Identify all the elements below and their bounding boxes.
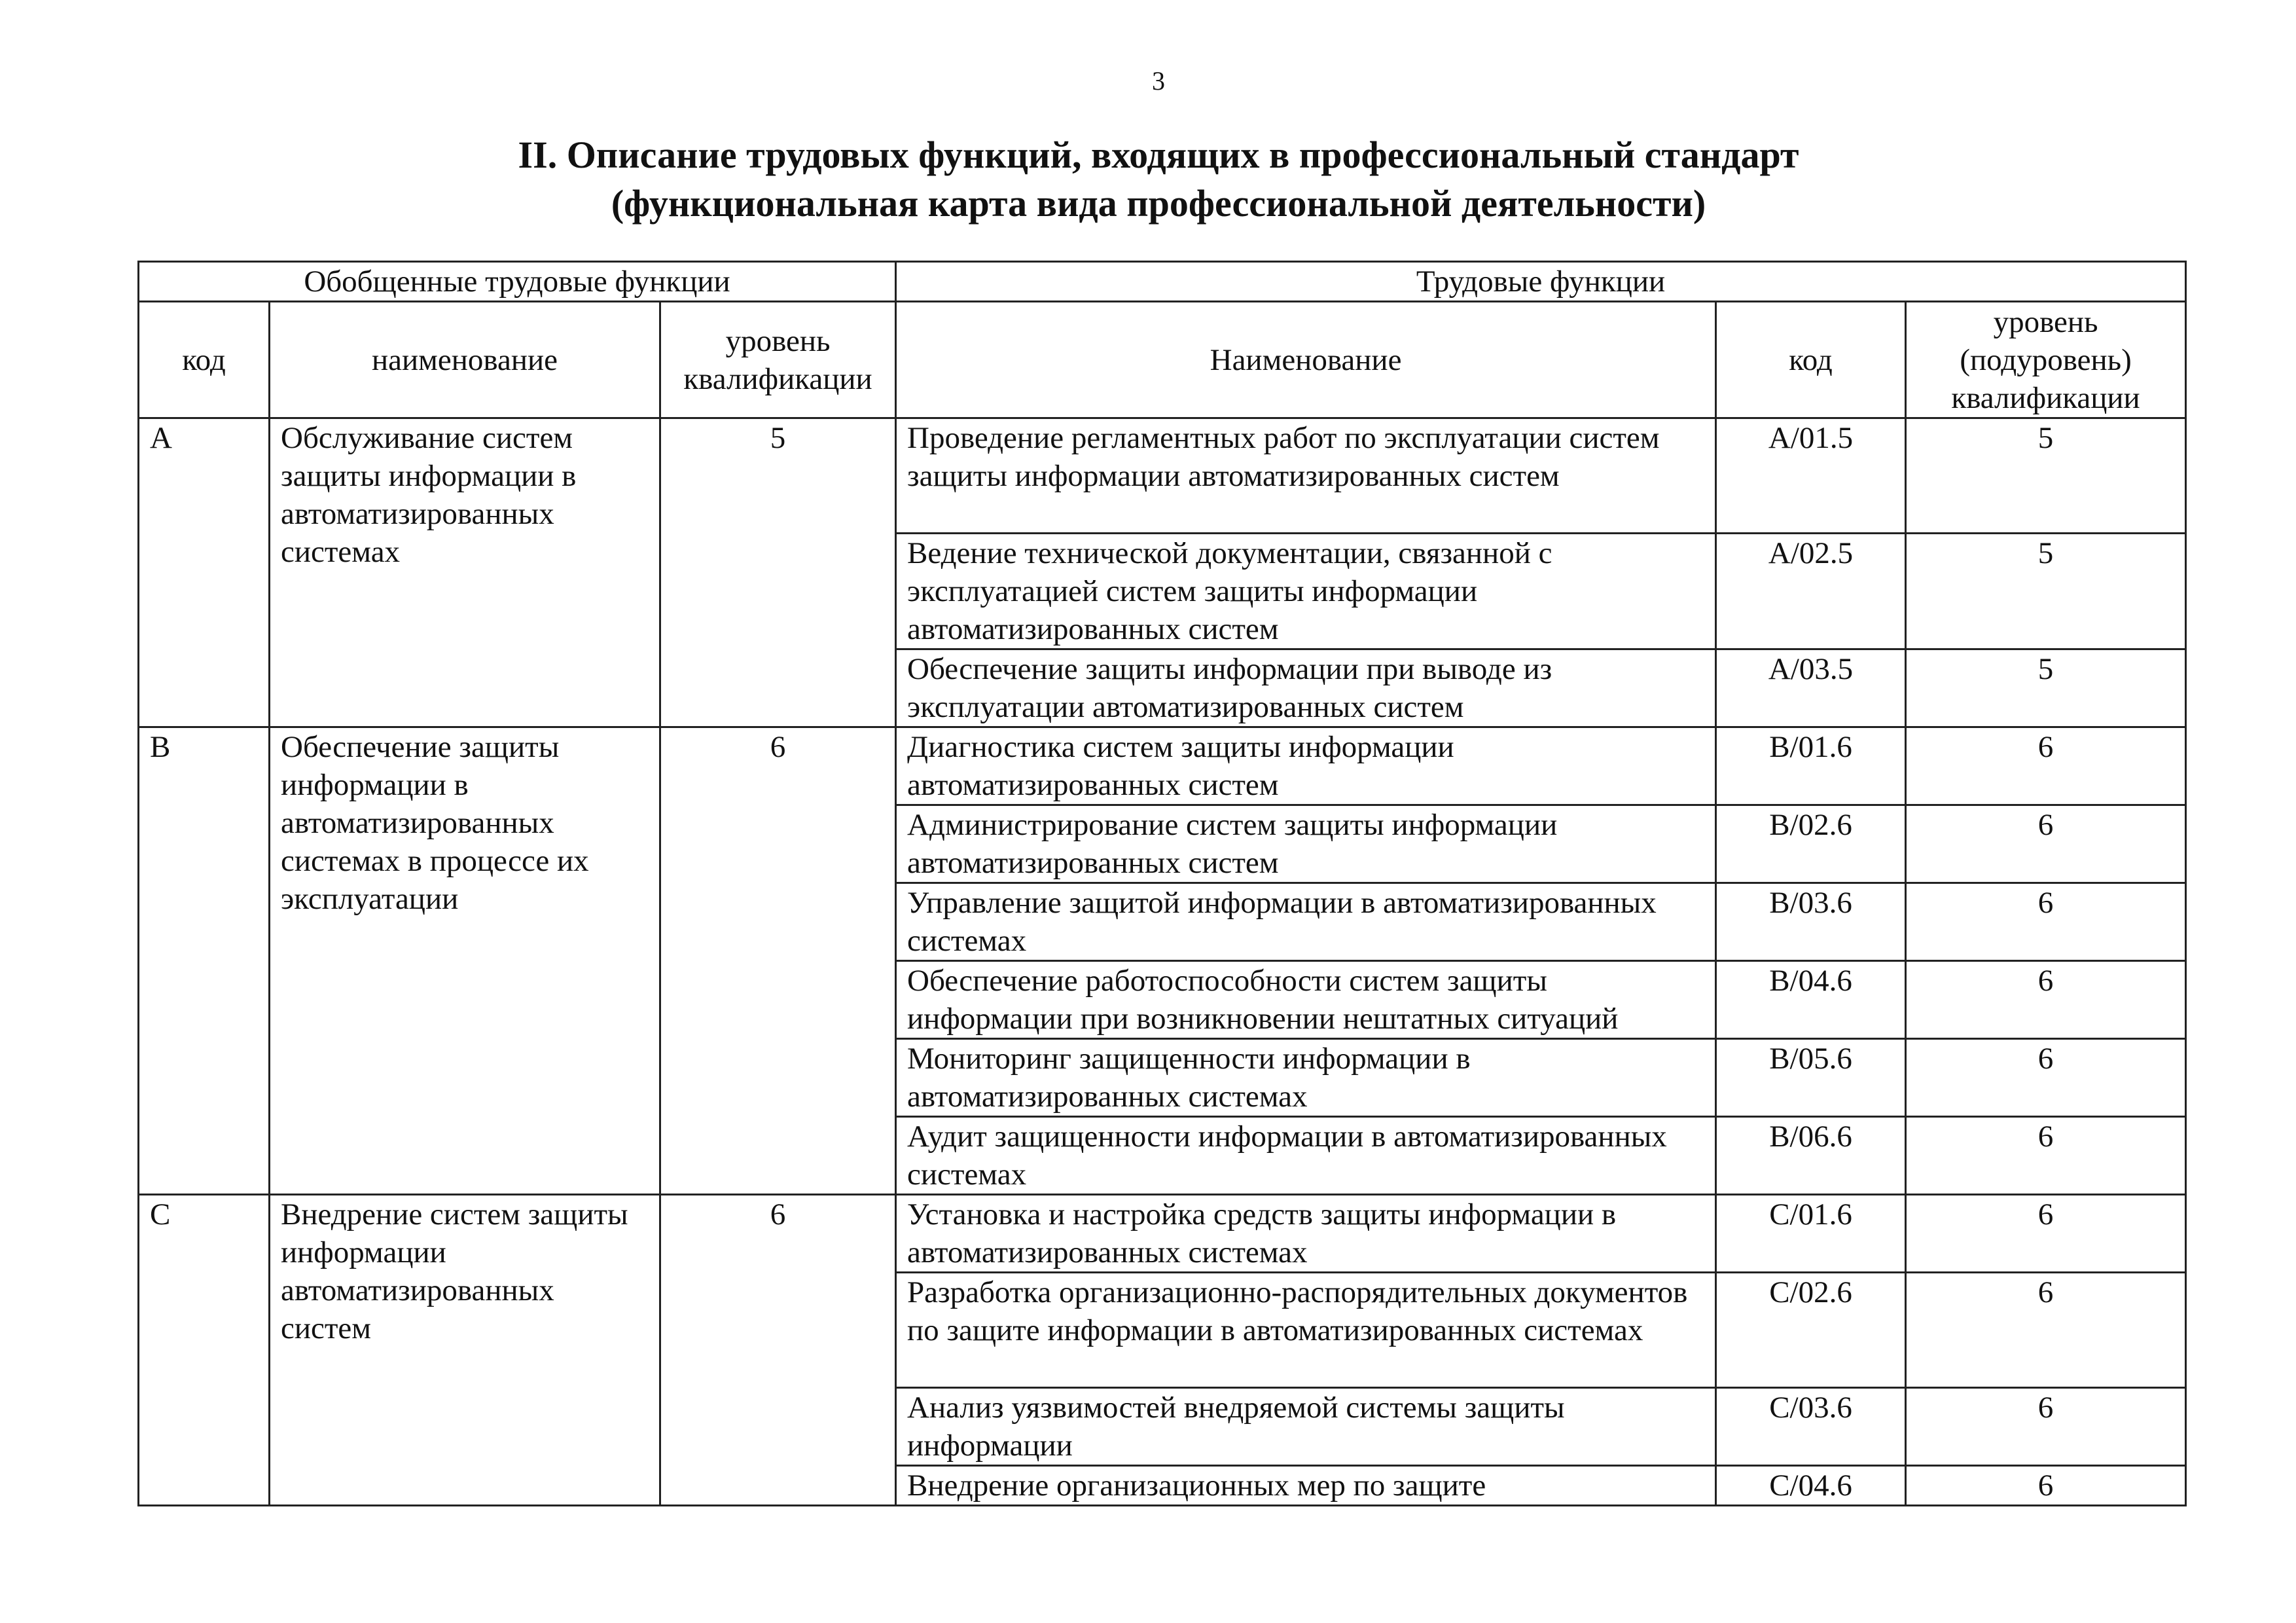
function-code: B/01.6	[1716, 727, 1906, 805]
generalized-functions-header: Обобщенные трудовые функции	[139, 262, 896, 302]
function-code: C/01.6	[1716, 1195, 1906, 1273]
group-level: 5	[660, 418, 896, 727]
function-code: A/02.5	[1716, 534, 1906, 649]
col-header-name: наименование	[270, 302, 660, 418]
col-header-tf-code: код	[1716, 302, 1906, 418]
function-level: 6	[1906, 1388, 2186, 1466]
function-name: Аудит защищенности информации в автоматизированных системах	[896, 1117, 1716, 1195]
function-code: A/03.5	[1716, 649, 1906, 727]
page-title	[0, 131, 2296, 228]
group-name: Обеспечение защиты информации в автоматизированных системах в процессе их эксплуатации	[270, 727, 660, 1195]
labor-functions-header: Трудовые функции	[896, 262, 2186, 302]
page-title-line-1: II. Описание трудовых функций, входящих в профессиональный стандарт	[518, 134, 1799, 176]
group-level: 6	[660, 727, 896, 1195]
function-level: 6	[1906, 883, 2186, 961]
function-level: 6	[1906, 1117, 2186, 1195]
function-code: B/04.6	[1716, 961, 1906, 1039]
function-name: Разработка организационно-распорядительных документов по защите информации в автоматизированных системах	[896, 1273, 1716, 1388]
function-name: Внедрение организационных мер по защите	[896, 1466, 1716, 1506]
function-code: C/04.6	[1716, 1466, 1906, 1506]
function-code: B/03.6	[1716, 883, 1906, 961]
function-level: 6	[1906, 727, 2186, 805]
function-code: B/06.6	[1716, 1117, 1906, 1195]
group-header-row	[139, 262, 2186, 302]
col-header-tf-level: уровень (подуровень) квалификации	[1906, 302, 2186, 418]
function-name: Ведение технической документации, связанной с эксплуатацией систем защиты информации автоматизированных систем	[896, 534, 1716, 649]
page-title-line-2: (функциональная карта вида профессиональной деятельности)	[611, 182, 1706, 225]
group-code: A	[139, 418, 270, 727]
function-name: Анализ уязвимостей внедряемой системы защиты информации	[896, 1388, 1716, 1466]
function-code: C/03.6	[1716, 1388, 1906, 1466]
function-level: 5	[1906, 649, 2186, 727]
function-name: Мониторинг защищенности информации в автоматизированных системах	[896, 1039, 1716, 1117]
group-name: Внедрение систем защиты информации автоматизированных систем	[270, 1195, 660, 1506]
function-code: C/02.6	[1716, 1273, 1906, 1388]
function-name: Администрирование систем защиты информации автоматизированных систем	[896, 805, 1716, 883]
function-name: Проведение регламентных работ по эксплуатации систем защиты информации автоматизированных систем	[896, 418, 1716, 534]
function-level: 5	[1906, 418, 2186, 534]
page-number: 3	[1152, 66, 1165, 96]
function-code: A/01.5	[1716, 418, 1906, 534]
function-name: Диагностика систем защиты информации автоматизированных систем	[896, 727, 1716, 805]
function-code: B/05.6	[1716, 1039, 1906, 1117]
function-level: 6	[1906, 1273, 2186, 1388]
group-code: C	[139, 1195, 270, 1506]
function-name: Обеспечение защиты информации при выводе из эксплуатации автоматизированных систем	[896, 649, 1716, 727]
functional-map-table	[137, 261, 2187, 1506]
column-header-row	[139, 302, 2186, 418]
function-level: 6	[1906, 1039, 2186, 1117]
table-row	[139, 727, 2186, 805]
function-name: Обеспечение работоспособности систем защиты информации при возникновении нештатных ситуаций	[896, 961, 1716, 1039]
col-header-code: код	[139, 302, 270, 418]
function-level: 5	[1906, 534, 2186, 649]
function-name: Управление защитой информации в автоматизированных системах	[896, 883, 1716, 961]
group-code: B	[139, 727, 270, 1195]
group-level: 6	[660, 1195, 896, 1506]
function-level: 6	[1906, 1195, 2186, 1273]
function-name: Установка и настройка средств защиты информации в автоматизированных системах	[896, 1195, 1716, 1273]
function-level: 6	[1906, 961, 2186, 1039]
function-level: 6	[1906, 1466, 2186, 1506]
col-header-tf-name: Наименование	[896, 302, 1716, 418]
group-name: Обслуживание систем защиты информации в автоматизированных системах	[270, 418, 660, 727]
table-row	[139, 1195, 2186, 1273]
col-header-level: уровень квалификации	[660, 302, 896, 418]
table-row	[139, 418, 2186, 534]
function-level: 6	[1906, 805, 2186, 883]
function-code: B/02.6	[1716, 805, 1906, 883]
